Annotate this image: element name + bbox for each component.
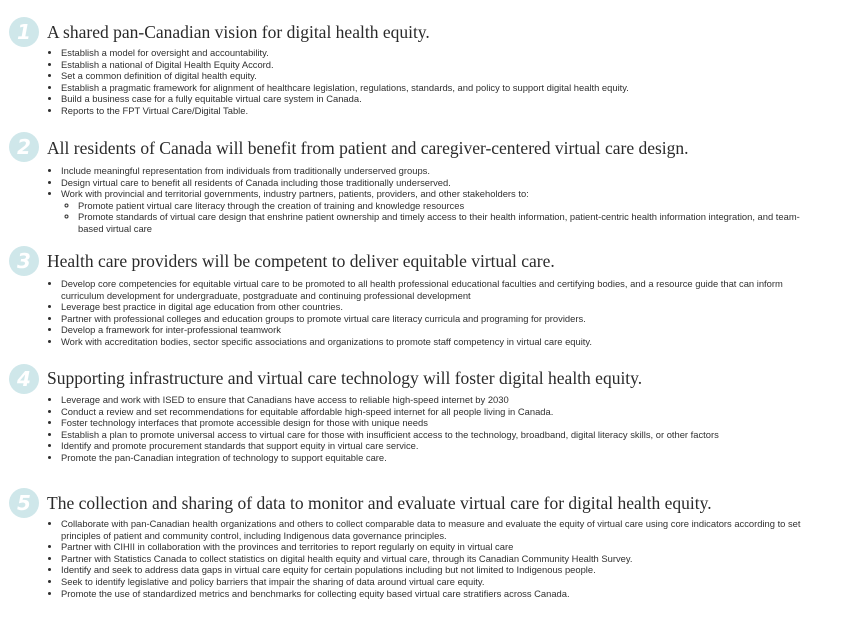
section-title: A shared pan-Canadian vision for digital health equity. xyxy=(47,22,430,42)
section-title: Health care providers will be competent to deliver equitable virtual care. xyxy=(47,251,555,271)
list-item: • Promote the pan-Canadian integration of technology to support equitable care. xyxy=(61,452,820,464)
section-title: All residents of Canada will benefit from patient and caregiver-centered virtual care design. xyxy=(47,138,689,158)
list-item: • Conduct a review and set recommendations for equitable affordable high-speed internet for all people living in Canada. xyxy=(61,406,820,418)
list-item: • Promote the use of standardized metrics and benchmarks for collecting equity based virtual care stratifiers across Canada. xyxy=(61,588,820,600)
section-bullet-list xyxy=(47,47,820,117)
section-number-badge: 5 xyxy=(9,488,39,518)
list-item: • Work with accreditation bodies, sector specific associations and organizations to promote staff competency in virtual care equity. xyxy=(61,336,820,348)
list-item: • Develop core competencies for equitable virtual care to be promoted to all health professional educational faculties and certifying bodies, and a resource guide that can inform curriculum development for undergraduate, postgraduate and continuing professional development xyxy=(61,278,820,301)
list-item-text: Work with provincial and territorial governments, industry partners, patients, providers, and other stakeholders to: xyxy=(61,188,529,200)
list-item: • Partner with Statistics Canada to collect statistics on digital health equity and virtual care, through its Canadian Community Health Survey. xyxy=(61,553,820,565)
list-item: • Set a common definition of digital health equity. xyxy=(61,70,820,82)
list-item: • Include meaningful representation from individuals from traditionally underserved groups. xyxy=(61,165,820,177)
section-title: Supporting infrastructure and virtual care technology will foster digital health equity. xyxy=(47,368,643,388)
list-item: • Identify and seek to address data gaps in virtual care equity for certain populations including but not limited to Indigenous people. xyxy=(61,564,820,576)
sub-list-item: ◦ Promote patient virtual care literacy through the creation of training and knowledge resources xyxy=(78,200,820,212)
list-item: • Design virtual care to benefit all residents of Canada including those traditionally underserved. xyxy=(61,177,820,189)
section-number-badge: 2 xyxy=(9,132,39,162)
section-title: The collection and sharing of data to monitor and evaluate virtual care for digital health equity. xyxy=(47,493,712,513)
section-bullet-list xyxy=(47,278,820,348)
list-item: • Partner with CIHII in collaboration with the provinces and territories to report regularly on equity in virtual care xyxy=(61,541,820,553)
section-number-badge: 3 xyxy=(9,246,39,276)
section-bullet-list xyxy=(47,165,820,235)
list-item: • Seek to identify legislative and policy barriers that impair the sharing of data around virtual care equity. xyxy=(61,576,820,588)
list-item xyxy=(61,188,820,234)
list-item: • Build a business case for a fully equitable virtual care system in Canada. xyxy=(61,93,820,105)
list-item: • Establish a national of Digital Health Equity Accord. xyxy=(61,59,820,71)
list-item: • Develop a framework for inter-professional teamwork xyxy=(61,324,820,336)
list-item: • Reports to the FPT Virtual Care/Digital Table. xyxy=(61,105,820,117)
sub-list-item: ◦ Promote standards of virtual care design that enshrine patient ownership and timely access to their health information, patient-centric health information integration, and team-based virtual care xyxy=(78,211,820,234)
list-item: • Collaborate with pan-Canadian health organizations and others to collect comparable data to measure and evaluate the equity of virtual care using core indicators according to set principles of patient and community control, including Indigenous data governance principles. xyxy=(61,518,820,541)
section-bullet-list xyxy=(47,394,820,464)
list-item: • Identify and promote procurement standards that support equity in virtual care service. xyxy=(61,440,820,452)
list-item: • Establish a model for oversight and accountability. xyxy=(61,47,820,59)
sub-bullet-list xyxy=(61,200,820,235)
section-bullet-list xyxy=(47,518,820,599)
list-item: • Partner with professional colleges and education groups to promote virtual care literacy curricula and programing for providers. xyxy=(61,313,820,325)
list-item: • Establish a plan to promote universal access to virtual care for those with insufficient access to the technology, broadband, digital literacy skills, or other factors xyxy=(61,429,820,441)
list-item: • Leverage best practice in digital age education from other countries. xyxy=(61,301,820,313)
section-number-badge: 4 xyxy=(9,364,39,394)
list-item: • Foster technology interfaces that promote accessible design for those with unique needs xyxy=(61,417,820,429)
list-item: • Leverage and work with ISED to ensure that Canadians have access to reliable high-speed internet by 2030 xyxy=(61,394,820,406)
section-number-badge: 1 xyxy=(9,17,39,47)
list-item: • Establish a pragmatic framework for alignment of healthcare legislation, regulations, standards, and policy to support digital health equity. xyxy=(61,82,820,94)
